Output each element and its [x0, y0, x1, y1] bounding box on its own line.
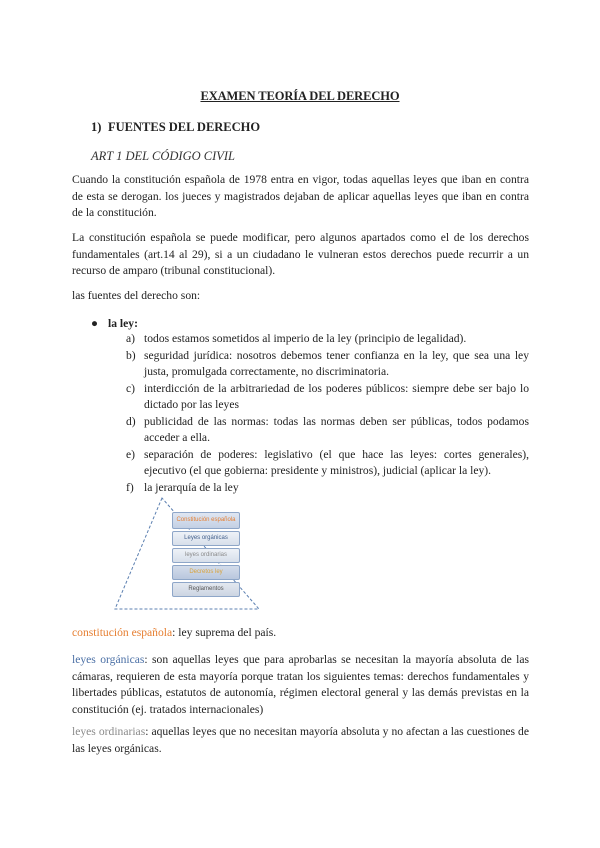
definition-sep: :	[144, 653, 153, 666]
bullet-dot-icon: ●	[91, 317, 99, 330]
section-number: 1)	[91, 120, 102, 134]
definition-term: leyes orgánicas	[72, 653, 145, 666]
definition-sep: :	[145, 725, 152, 738]
pyramid-level-leyes-organicas: Leyes orgánicas	[172, 531, 240, 546]
list-marker: e)	[126, 447, 136, 461]
section-heading	[91, 119, 260, 136]
ley-principles-list	[126, 331, 529, 496]
pyramid-level-constitucion: Constitución española	[172, 512, 240, 529]
list-item	[126, 480, 529, 497]
definition-leyes-organicas	[72, 652, 529, 718]
pyramid-level-leyes-ordinarias: leyes ordinarias	[172, 548, 240, 563]
list-item	[126, 414, 529, 447]
list-marker: f)	[126, 480, 134, 494]
definition-term: constitución española	[72, 626, 173, 639]
document-title: EXAMEN TEORÍA DEL DERECHO	[200, 89, 400, 103]
list-item-text: separación de poderes: legislativo (el que hace las leyes: cortes generales), ejecutivo (el que gobierna: presidente y ministros), judicial (aplicar la ley).	[144, 447, 529, 477]
list-item-text: publicidad de las normas: todas las normas deben ser públicas, todos podamos acceder a ella.	[144, 414, 529, 444]
list-item-text: la jerarquía de la ley	[144, 480, 239, 494]
paragraph-constitution-1978: Cuando la constitución española de 1978 entra en vigor, todas aquellas leyes que iban en contra de esta se derogan. los jueces y magistrados dejaban de aplicar aquellas leyes que iban en contra de la constitución.	[72, 173, 529, 219]
definition-text: son aquellas leyes que para aprobarlas se necesitan la mayoría absoluta de las cámaras, requieren de esta mayoría porque tratan los siguientes temas: derechos fundamentales y libertades públicas, estatutos de autonomía, régimen electoral general y las demás previstas en la constitución (ej. tratados internacionales)	[72, 653, 530, 716]
list-marker: b)	[126, 348, 136, 362]
list-item	[126, 348, 529, 381]
list-item-text: todos estamos sometidos al imperio de la ley (principio de legalidad).	[144, 332, 467, 345]
list-marker: c)	[126, 381, 136, 395]
paragraph-sources-intro: las fuentes del derecho son:	[72, 289, 201, 302]
list-marker: d)	[126, 414, 136, 428]
list-marker: a)	[126, 332, 136, 345]
definition-term: leyes ordinarias	[72, 725, 146, 738]
list-item-text: seguridad jurídica: nosotros debemos tener confianza en la ley, que sea una ley justa, promulgada correctamente, no discriminatoria.	[144, 348, 529, 378]
section-label: FUENTES DEL DERECHO	[108, 120, 261, 134]
definition-constitucion	[72, 625, 529, 642]
pyramid-level-decretos-ley: Decretos ley	[172, 565, 240, 580]
definition-text: aquellas leyes que no necesitan mayoría absoluta y no afectan a las cuestiones de las leyes orgánicas.	[72, 725, 529, 755]
list-item	[126, 381, 529, 414]
pyramid-level-reglamentos: Reglamentos	[172, 582, 240, 597]
subsection-heading: ART 1 DEL CÓDIGO CIVIL	[91, 149, 235, 163]
definition-leyes-ordinarias	[72, 724, 529, 757]
hierarchy-pyramid-diagram	[112, 496, 262, 612]
definition-text: ley suprema del país.	[178, 626, 277, 639]
list-item	[126, 331, 529, 348]
bullet-label: la ley:	[108, 317, 138, 330]
paragraph-constitution-modify: La constitución española se puede modificar, pero algunos apartados como el de los derechos fundamentales (art.14 al 29), si a un ciudadano le vulneran estos derechos puede recurrir a un recurso de amparo (tribunal constitucional).	[72, 231, 529, 277]
definition-sep: :	[172, 626, 179, 639]
list-item	[126, 447, 529, 480]
list-item-text: interdicción de la arbitrariedad de los poderes públicos: siempre debe ser bajo lo dictado por las leyes	[144, 381, 529, 411]
